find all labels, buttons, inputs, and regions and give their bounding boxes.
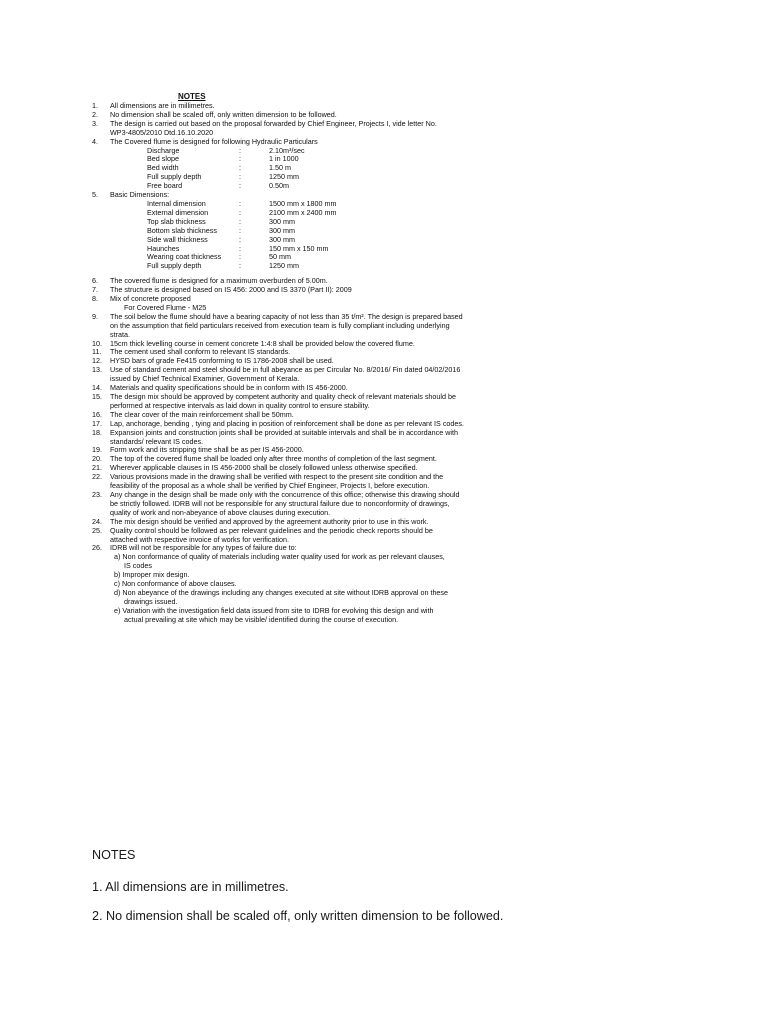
param-value: 1250 mm <box>269 172 299 182</box>
sub-item: c) Non conformance of above clauses. <box>114 579 237 589</box>
note-item: 18. Expansion joints and construction joints shall be provided at suitable intervals and shall be in accordance with <box>92 427 459 437</box>
excerpt-title: NOTES <box>92 848 136 862</box>
param-colon: : <box>239 252 241 262</box>
hydraulic-row <box>147 164 532 173</box>
sub-item: d) Non abeyance of the drawings including any changes executed at site without IDRB approval on these <box>114 587 449 597</box>
note-continuation: quality of work and non-abeyance of above clauses during execution. <box>110 507 331 517</box>
note-item: 4. The Covered flume is designed for following Hydraulic Particulars <box>92 136 318 146</box>
param-colon: : <box>239 261 241 271</box>
param-value: 300 mm <box>269 216 295 226</box>
sub-item: a) Non conformance of quality of materials including water quality used for work as per relevant clauses, <box>114 552 445 562</box>
note-item: 19. Form work and its stripping time shall be as per IS 456-2000. <box>92 445 304 455</box>
note-continuation: standards/ relevant IS codes. <box>110 436 204 446</box>
note-continuation: performed at respective intervals as laid down in quality control to ensure stability. <box>110 400 370 410</box>
param-value: 300 mm <box>269 234 295 244</box>
note-item: 5. Basic Dimensions: <box>92 190 170 200</box>
param-value: 50 mm <box>269 252 291 262</box>
note-item: 21. Wherever applicable clauses in IS 456-2000 shall be closely followed unless otherwise specified. <box>92 463 418 473</box>
param-value: 150 mm x 150 mm <box>269 243 329 253</box>
note-item: 23. Any change in the design shall be made only with the concurrence of this office; otherwise this drawing should <box>92 489 460 499</box>
note-item: 22. Various provisions made in the drawing shall be verified with respect to the present site condition and the <box>92 472 444 482</box>
param-colon: : <box>239 154 241 164</box>
notes-title: NOTES <box>178 92 206 101</box>
dimension-row <box>147 262 532 271</box>
note-item: 16. The clear cover of the main reinforcement shall be 50mm. <box>92 409 294 419</box>
note-item: 15. The design mix should be approved by competent authority and quality check of relevant materials should be <box>92 392 457 401</box>
note-continuation: on the assumption that field particulars received from execution team is fully compliant including underlying <box>110 320 450 330</box>
note-item: 25. Quality control should be followed as per relevant guidelines and the periodic check reports should be <box>92 525 433 535</box>
excerpt-line: 2. No dimension shall be scaled off, only written dimension to be followed. <box>92 909 504 923</box>
dimension-row <box>147 253 532 262</box>
note-item: 12. HYSD bars of grade Fe415 conforming to IS 1786-2008 shall be used. <box>92 356 334 366</box>
param-value: 2.10m³/sec <box>269 145 305 155</box>
param-value: 2100 mm x 2400 mm <box>269 207 337 217</box>
note-item: 8. Mix of concrete proposed <box>92 294 191 304</box>
notes-thumbnail <box>92 93 532 625</box>
note-item: 11. The cement used shall conform to relevant IS standards. <box>92 347 291 357</box>
note-continuation: be strictly followed. IDRB will not be responsible for any structural failure due to nonconformity of drawings, <box>110 498 450 508</box>
param-colon: : <box>239 234 241 244</box>
note-continuation: For Covered Flume - M25 <box>124 302 207 312</box>
note-continuation: issued by Chief Technical Examiner, Government of Kerala. <box>110 374 300 384</box>
param-value: 300 mm <box>269 225 295 235</box>
excerpt-line: 1. All dimensions are in millimetres. <box>92 880 289 894</box>
param-label: Free board <box>147 181 183 191</box>
hydraulic-row <box>147 173 532 182</box>
note-item: 26. IDRB will not be responsible for any types of failure due to: <box>92 543 297 553</box>
note-item: 6. The covered flume is designed for a maximum overburden of 5.00m. <box>92 276 328 286</box>
note-continuation: feasibility of the proposal as a whole shall be verified by Chief Engineer, Projects I, before execution. <box>110 481 430 491</box>
param-value: 1 in 1000 <box>269 154 299 164</box>
note-item: 2. No dimension shall be scaled off, only written dimension to be followed. <box>92 109 337 119</box>
basic-dimensions <box>92 200 532 271</box>
hydraulic-row <box>147 182 532 191</box>
param-label: Bottom slab thickness <box>147 225 217 235</box>
note-item: 20. The top of the covered flume shall be loaded only after three months of completion of the last segment. <box>92 454 437 464</box>
sub-item-continuation: IS codes <box>124 561 152 571</box>
param-label: Bed width <box>147 163 179 173</box>
hydraulic-row <box>147 155 532 164</box>
param-value: 1250 mm <box>269 261 299 271</box>
note-item: 17. Lap, anchorage, bending , tying and placing in position of reinforcement shall be done as per relevant IS codes. <box>92 418 465 428</box>
param-colon: : <box>239 181 241 191</box>
param-colon: : <box>239 243 241 253</box>
param-value: 1500 mm x 1800 mm <box>269 198 337 208</box>
note-item: 3. The design is carried out based on the proposal forwarded by Chief Engineer, Projects I, vide letter No. <box>92 118 437 128</box>
note-item: 24. The mix design should be verified and approved by the agreement authority prior to use in this work. <box>92 516 429 526</box>
param-label: Bed slope <box>147 154 179 164</box>
param-label: Side wall thickness <box>147 234 208 244</box>
param-label: Internal dimension <box>147 198 206 208</box>
param-colon: : <box>239 145 241 155</box>
param-colon: : <box>239 163 241 173</box>
param-value: 1.50 m <box>269 163 291 173</box>
note-item: 7. The structure is designed based on IS 456: 2000 and IS 3370 (Part II): 2009 <box>92 285 352 295</box>
sub-item-continuation: actual prevailing at site which may be visible/ identified during the course of execution. <box>124 614 399 624</box>
param-colon: : <box>239 225 241 235</box>
hydraulic-row <box>147 147 532 156</box>
sub-item: e) Variation with the investigation field data issued from site to IDRB for evolving this design and with <box>114 605 434 615</box>
param-label: Haunches <box>147 243 180 253</box>
note-item: 1. All dimensions are in millimetres. <box>92 101 215 110</box>
param-label: Top slab thickness <box>147 216 206 226</box>
notes-excerpt <box>92 848 652 923</box>
param-colon: : <box>239 207 241 217</box>
note-item: 14. Materials and quality specifications should be in conform with IS 456-2000. <box>92 383 348 393</box>
param-colon: : <box>239 198 241 208</box>
note-item: 9. The soil below the flume should have a bearing capacity of not less than 35 t/m². The design is prepared based <box>92 311 463 321</box>
note-continuation: attached with respective invoice of works for verification. <box>110 534 289 544</box>
param-colon: : <box>239 216 241 226</box>
dimension-row <box>147 236 532 245</box>
note-item: 10. 15cm thick levelling course in cement concrete 1:4:8 shall be provided below the covered flume. <box>92 338 415 348</box>
hydraulic-particulars <box>92 147 532 192</box>
note-continuation: strata. <box>110 329 130 339</box>
param-value: 0.50m <box>269 181 289 191</box>
sub-item: b) Improper mix design. <box>114 570 190 580</box>
param-label: Wearing coat thickness <box>147 252 222 262</box>
param-colon: : <box>239 172 241 182</box>
note-continuation: WP3-4805/2010 Dtd.16.10.2020 <box>110 127 214 137</box>
param-label: Discharge <box>147 145 180 155</box>
param-label: Full supply depth <box>147 172 202 182</box>
param-label: Full supply depth <box>147 261 202 271</box>
sub-item-continuation: drawings issued. <box>124 596 178 606</box>
note-item: 13. Use of standard cement and steel should be in full abeyance as per Circular No. 8/2016/ Fin dated 04/02/2016 <box>92 365 461 375</box>
param-label: External dimension <box>147 207 209 217</box>
